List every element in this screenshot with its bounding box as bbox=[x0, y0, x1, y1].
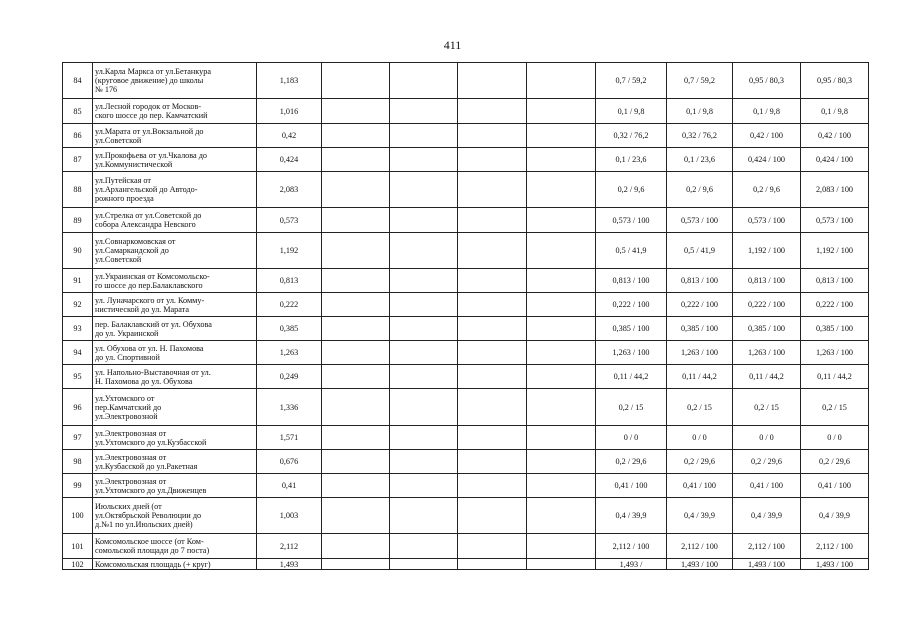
road-name-line: д.№1 по ул.Июльских дней) bbox=[95, 520, 193, 529]
empty-cell bbox=[390, 450, 458, 474]
value-cell: 0,573 / 100 bbox=[733, 208, 801, 233]
empty-cell bbox=[322, 559, 390, 570]
empty-cell bbox=[322, 450, 390, 474]
row-number: 86 bbox=[63, 124, 93, 148]
value-cell: 1,493 / 100 bbox=[733, 559, 801, 570]
road-name bbox=[93, 317, 257, 341]
road-length: 1,183 bbox=[257, 63, 322, 99]
road-name-line: до ул. Спортивной bbox=[95, 352, 160, 362]
value-cell: 0,41 / 100 bbox=[596, 474, 667, 498]
value-cell: 0,2 / 29,6 bbox=[667, 450, 733, 474]
empty-cell bbox=[458, 124, 527, 148]
value-cell: 0,813 / 100 bbox=[596, 269, 667, 293]
empty-cell bbox=[527, 63, 596, 99]
page-number: 411 bbox=[443, 38, 462, 52]
table-row bbox=[63, 63, 869, 99]
table-row bbox=[63, 365, 869, 389]
road-name-line: ул.Марата от ул.Вокзальной до bbox=[95, 126, 204, 136]
empty-cell bbox=[322, 172, 390, 208]
road-name-line: ул.Украинская от Комсомольско- bbox=[95, 271, 210, 281]
road-name-line: № 176 bbox=[95, 85, 118, 94]
value-cell: 0,573 / 100 bbox=[667, 208, 733, 233]
road-length: 1,336 bbox=[257, 389, 322, 426]
road-name-line: ул. Луначарского от ул. Комму- bbox=[95, 295, 205, 305]
road-name-line: ского шоссе до пер. Камчатский bbox=[95, 111, 208, 120]
value-cell: 0,2 / 9,6 bbox=[596, 172, 667, 208]
value-cell: 0,424 / 100 bbox=[801, 148, 869, 172]
road-name bbox=[93, 63, 257, 99]
empty-cell bbox=[458, 63, 527, 99]
value-cell: 0,7 / 59,2 bbox=[596, 63, 667, 99]
road-name-line: сомольской площади до 7 поста) bbox=[95, 546, 210, 555]
table-row bbox=[63, 389, 869, 426]
empty-cell bbox=[390, 172, 458, 208]
road-name-line: рожного проезда bbox=[95, 194, 154, 203]
value-cell: 2,112 / 100 bbox=[801, 534, 869, 559]
table-row bbox=[63, 341, 869, 365]
empty-cell bbox=[322, 534, 390, 559]
empty-cell bbox=[390, 317, 458, 341]
road-name-line: до ул. Украинской bbox=[95, 328, 159, 338]
value-cell: 0,42 / 100 bbox=[733, 124, 801, 148]
empty-cell bbox=[458, 148, 527, 172]
value-cell: 1,192 / 100 bbox=[801, 233, 869, 269]
road-name-line: (круговое движение) до школы bbox=[95, 76, 204, 85]
row-number: 101 bbox=[63, 534, 93, 559]
empty-cell bbox=[458, 99, 527, 124]
empty-cell bbox=[322, 389, 390, 426]
empty-cell bbox=[322, 293, 390, 317]
road-name-line: ул. Напольно-Выставочная от ул. bbox=[95, 367, 211, 377]
empty-cell bbox=[458, 233, 527, 269]
value-cell: 1,263 / 100 bbox=[733, 341, 801, 365]
road-name bbox=[93, 498, 257, 534]
empty-cell bbox=[322, 99, 390, 124]
empty-cell bbox=[527, 559, 596, 570]
row-number: 92 bbox=[63, 293, 93, 317]
road-name-line: ул. Обухова от ул. Н. Пахомова bbox=[95, 343, 204, 353]
empty-cell bbox=[390, 474, 458, 498]
road-name bbox=[93, 474, 257, 498]
table-row bbox=[63, 317, 869, 341]
road-name bbox=[93, 341, 257, 365]
road-name-line: ул.Стрелка от ул.Советской до bbox=[95, 211, 202, 220]
empty-cell bbox=[390, 341, 458, 365]
roads-table bbox=[62, 62, 869, 570]
road-length: 0,385 bbox=[257, 317, 322, 341]
value-cell: 1,493 / 100 bbox=[667, 559, 733, 570]
row-number: 98 bbox=[63, 450, 93, 474]
row-number: 102 bbox=[63, 559, 93, 570]
road-name-line: ул.Электровозной bbox=[95, 411, 158, 421]
row-number: 91 bbox=[63, 269, 93, 293]
empty-cell bbox=[527, 498, 596, 534]
value-cell: 0,4 / 39,9 bbox=[801, 498, 869, 534]
road-name-line: ул.Совнаркомовская от bbox=[95, 237, 176, 246]
table-row bbox=[63, 172, 869, 208]
value-cell: 0,385 / 100 bbox=[801, 317, 869, 341]
value-cell: 0,41 / 100 bbox=[801, 474, 869, 498]
road-length: 1,263 bbox=[257, 341, 322, 365]
value-cell: 0 / 0 bbox=[596, 426, 667, 450]
empty-cell bbox=[527, 99, 596, 124]
empty-cell bbox=[527, 124, 596, 148]
road-name-line: го шоссе до пер.Балаклавского bbox=[95, 280, 203, 290]
road-name-line: ул.Электровозная от bbox=[95, 476, 167, 486]
road-name-line: ул.Архангельской до Автодо- bbox=[95, 185, 198, 194]
value-cell: 0,1 / 23,6 bbox=[596, 148, 667, 172]
road-name-line: нистической до ул. Марата bbox=[95, 304, 189, 314]
road-length: 0,676 bbox=[257, 450, 322, 474]
row-number: 96 bbox=[63, 389, 93, 426]
road-name bbox=[93, 148, 257, 172]
value-cell: 0,1 / 9,8 bbox=[801, 99, 869, 124]
value-cell: 0,4 / 39,9 bbox=[596, 498, 667, 534]
value-cell: 0,222 / 100 bbox=[733, 293, 801, 317]
empty-cell bbox=[390, 208, 458, 233]
empty-cell bbox=[390, 99, 458, 124]
road-name-line: ул.Советской bbox=[95, 135, 142, 145]
value-cell: 0,95 / 80,3 bbox=[801, 63, 869, 99]
empty-cell bbox=[527, 389, 596, 426]
road-length: 1,016 bbox=[257, 99, 322, 124]
row-number: 88 bbox=[63, 172, 93, 208]
value-cell: 0,32 / 76,2 bbox=[596, 124, 667, 148]
value-cell: 0,1 / 23,6 bbox=[667, 148, 733, 172]
road-name bbox=[93, 233, 257, 269]
empty-cell bbox=[527, 172, 596, 208]
road-length: 1,192 bbox=[257, 233, 322, 269]
value-cell: 0,2 / 15 bbox=[667, 389, 733, 426]
value-cell: 0,573 / 100 bbox=[801, 208, 869, 233]
empty-cell bbox=[322, 498, 390, 534]
value-cell: 0,222 / 100 bbox=[801, 293, 869, 317]
empty-cell bbox=[390, 293, 458, 317]
table-row bbox=[63, 269, 869, 293]
row-number: 87 bbox=[63, 148, 93, 172]
value-cell: 0,2 / 15 bbox=[801, 389, 869, 426]
road-name bbox=[93, 208, 257, 233]
empty-cell bbox=[458, 172, 527, 208]
road-name bbox=[93, 426, 257, 450]
road-name-line: ул.Карла Маркса от ул.Бетанкура bbox=[95, 67, 211, 76]
table-row bbox=[63, 99, 869, 124]
road-name-line: пер.Камчатский до bbox=[95, 402, 162, 412]
row-number: 99 bbox=[63, 474, 93, 498]
empty-cell bbox=[527, 148, 596, 172]
value-cell: 1,192 / 100 bbox=[733, 233, 801, 269]
value-cell: 0,2 / 29,6 bbox=[596, 450, 667, 474]
table-row bbox=[63, 426, 869, 450]
value-cell: 1,493 / bbox=[596, 559, 667, 570]
empty-cell bbox=[527, 341, 596, 365]
table-body bbox=[63, 63, 869, 570]
value-cell: 1,263 / 100 bbox=[667, 341, 733, 365]
table-row bbox=[63, 498, 869, 534]
empty-cell bbox=[390, 498, 458, 534]
road-name-line: ул.Октябрьской Революции до bbox=[95, 511, 202, 520]
road-name-line: Комсомольское шоссе (от Ком- bbox=[95, 537, 204, 546]
row-number: 100 bbox=[63, 498, 93, 534]
empty-cell bbox=[458, 293, 527, 317]
empty-cell bbox=[390, 389, 458, 426]
empty-cell bbox=[322, 474, 390, 498]
empty-cell bbox=[527, 208, 596, 233]
empty-cell bbox=[527, 365, 596, 389]
table-row bbox=[63, 450, 869, 474]
road-name-line: ул.Ухтомского до ул.Движенцев bbox=[95, 485, 207, 495]
road-length: 0,42 bbox=[257, 124, 322, 148]
table-row bbox=[63, 233, 869, 269]
road-name-line: пер. Балаклавский от ул. Обухова bbox=[95, 319, 212, 329]
empty-cell bbox=[458, 450, 527, 474]
road-name-line: ул.Самаркандской до bbox=[95, 246, 169, 255]
road-name-line: ул.Путейская от bbox=[95, 176, 151, 185]
empty-cell bbox=[458, 317, 527, 341]
road-length: 0,222 bbox=[257, 293, 322, 317]
value-cell: 0,42 / 100 bbox=[801, 124, 869, 148]
road-name-line: ул.Советской bbox=[95, 255, 142, 264]
value-cell: 0,5 / 41,9 bbox=[596, 233, 667, 269]
value-cell: 0,1 / 9,8 bbox=[667, 99, 733, 124]
empty-cell bbox=[322, 269, 390, 293]
empty-cell bbox=[527, 269, 596, 293]
road-length: 0,41 bbox=[257, 474, 322, 498]
empty-cell bbox=[322, 208, 390, 233]
value-cell: 0,385 / 100 bbox=[733, 317, 801, 341]
value-cell: 0,222 / 100 bbox=[596, 293, 667, 317]
empty-cell bbox=[527, 534, 596, 559]
empty-cell bbox=[322, 148, 390, 172]
value-cell: 2,112 / 100 bbox=[667, 534, 733, 559]
empty-cell bbox=[458, 534, 527, 559]
row-number: 95 bbox=[63, 365, 93, 389]
value-cell: 0,813 / 100 bbox=[733, 269, 801, 293]
row-number: 93 bbox=[63, 317, 93, 341]
road-name-line: Комсомольская площадь (+ круг) bbox=[95, 559, 211, 569]
road-length: 1,493 bbox=[257, 559, 322, 570]
table-row bbox=[63, 534, 869, 559]
value-cell: 1,263 / 100 bbox=[801, 341, 869, 365]
value-cell: 0,573 / 100 bbox=[596, 208, 667, 233]
empty-cell bbox=[458, 426, 527, 450]
empty-cell bbox=[390, 63, 458, 99]
empty-cell bbox=[458, 474, 527, 498]
empty-cell bbox=[390, 426, 458, 450]
empty-cell bbox=[322, 365, 390, 389]
value-cell: 2,112 / 100 bbox=[596, 534, 667, 559]
road-name bbox=[93, 124, 257, 148]
value-cell: 0,11 / 44,2 bbox=[801, 365, 869, 389]
road-name bbox=[93, 534, 257, 559]
value-cell: 0,95 / 80,3 bbox=[733, 63, 801, 99]
empty-cell bbox=[458, 559, 527, 570]
road-name-line: ул.Коммунистической bbox=[95, 159, 173, 169]
value-cell: 0,222 / 100 bbox=[667, 293, 733, 317]
value-cell: 0,4 / 39,9 bbox=[733, 498, 801, 534]
value-cell: 0,5 / 41,9 bbox=[667, 233, 733, 269]
value-cell: 2,083 / 100 bbox=[801, 172, 869, 208]
row-number: 97 bbox=[63, 426, 93, 450]
empty-cell bbox=[322, 124, 390, 148]
empty-cell bbox=[527, 233, 596, 269]
value-cell: 0,424 / 100 bbox=[733, 148, 801, 172]
value-cell: 0,11 / 44,2 bbox=[596, 365, 667, 389]
value-cell: 0,11 / 44,2 bbox=[733, 365, 801, 389]
row-number: 84 bbox=[63, 63, 93, 99]
value-cell: 0,41 / 100 bbox=[667, 474, 733, 498]
road-name-line: Н. Пахомова до ул. Обухова bbox=[95, 376, 193, 386]
value-cell: 0,2 / 15 bbox=[733, 389, 801, 426]
empty-cell bbox=[527, 474, 596, 498]
road-length: 2,112 bbox=[257, 534, 322, 559]
road-name-line: ул.Ухтомского от bbox=[95, 393, 155, 403]
value-cell: 0,813 / 100 bbox=[667, 269, 733, 293]
value-cell: 0,2 / 9,6 bbox=[667, 172, 733, 208]
empty-cell bbox=[322, 426, 390, 450]
empty-cell bbox=[527, 317, 596, 341]
road-length: 0,249 bbox=[257, 365, 322, 389]
empty-cell bbox=[390, 269, 458, 293]
empty-cell bbox=[322, 63, 390, 99]
table-row bbox=[63, 208, 869, 233]
empty-cell bbox=[458, 208, 527, 233]
row-number: 94 bbox=[63, 341, 93, 365]
road-name-line: ул.Прокофьева от ул.Чкалова до bbox=[95, 150, 207, 160]
value-cell: 0,1 / 9,8 bbox=[596, 99, 667, 124]
road-name bbox=[93, 559, 257, 570]
road-length: 0,813 bbox=[257, 269, 322, 293]
value-cell: 0,11 / 44,2 bbox=[667, 365, 733, 389]
road-name bbox=[93, 389, 257, 426]
road-name bbox=[93, 172, 257, 208]
road-length: 0,424 bbox=[257, 148, 322, 172]
empty-cell bbox=[458, 269, 527, 293]
value-cell: 0,2 / 29,6 bbox=[801, 450, 869, 474]
table-row bbox=[63, 474, 869, 498]
value-cell: 0,2 / 15 bbox=[596, 389, 667, 426]
value-cell: 0,813 / 100 bbox=[801, 269, 869, 293]
value-cell: 0,385 / 100 bbox=[596, 317, 667, 341]
value-cell: 0,1 / 9,8 bbox=[733, 99, 801, 124]
value-cell: 0,4 / 39,9 bbox=[667, 498, 733, 534]
value-cell: 0 / 0 bbox=[801, 426, 869, 450]
empty-cell bbox=[458, 365, 527, 389]
empty-cell bbox=[390, 365, 458, 389]
value-cell: 0,2 / 9,6 bbox=[733, 172, 801, 208]
value-cell: 0,2 / 29,6 bbox=[733, 450, 801, 474]
value-cell: 0,41 / 100 bbox=[733, 474, 801, 498]
row-number: 90 bbox=[63, 233, 93, 269]
value-cell: 0,7 / 59,2 bbox=[667, 63, 733, 99]
road-name-line: ул.Кузбасской до ул.Ракетная bbox=[95, 461, 198, 471]
empty-cell bbox=[390, 559, 458, 570]
value-cell: 0,32 / 76,2 bbox=[667, 124, 733, 148]
value-cell: 0 / 0 bbox=[667, 426, 733, 450]
road-name-line: ул.Электровозная от bbox=[95, 452, 167, 462]
road-name bbox=[93, 293, 257, 317]
table-row bbox=[63, 124, 869, 148]
road-name-line: ул.Лесной городок от Москов- bbox=[95, 102, 202, 111]
road-name bbox=[93, 450, 257, 474]
empty-cell bbox=[458, 341, 527, 365]
road-name bbox=[93, 269, 257, 293]
road-length: 1,003 bbox=[257, 498, 322, 534]
empty-cell bbox=[390, 534, 458, 559]
empty-cell bbox=[458, 498, 527, 534]
empty-cell bbox=[322, 317, 390, 341]
road-name-line: собора Александра Невского bbox=[95, 220, 196, 229]
empty-cell bbox=[527, 450, 596, 474]
table-row bbox=[63, 293, 869, 317]
value-cell: 2,112 / 100 bbox=[733, 534, 801, 559]
empty-cell bbox=[322, 233, 390, 269]
road-name-line: ул.Ухтомского до ул.Кузбасской bbox=[95, 437, 207, 447]
table-row bbox=[63, 559, 869, 570]
value-cell: 1,263 / 100 bbox=[596, 341, 667, 365]
empty-cell bbox=[458, 389, 527, 426]
road-name bbox=[93, 99, 257, 124]
value-cell: 1,493 / 100 bbox=[801, 559, 869, 570]
value-cell: 0 / 0 bbox=[733, 426, 801, 450]
road-name bbox=[93, 365, 257, 389]
table-row bbox=[63, 148, 869, 172]
row-number: 85 bbox=[63, 99, 93, 124]
road-name-line: ул.Электровозная от bbox=[95, 428, 167, 438]
road-length: 2,083 bbox=[257, 172, 322, 208]
empty-cell bbox=[322, 341, 390, 365]
value-cell: 0,385 / 100 bbox=[667, 317, 733, 341]
empty-cell bbox=[390, 233, 458, 269]
road-length: 1,571 bbox=[257, 426, 322, 450]
empty-cell bbox=[390, 148, 458, 172]
road-length: 0,573 bbox=[257, 208, 322, 233]
road-name-line: Июльских дней (от bbox=[95, 502, 162, 511]
empty-cell bbox=[390, 124, 458, 148]
empty-cell bbox=[527, 293, 596, 317]
empty-cell bbox=[527, 426, 596, 450]
row-number: 89 bbox=[63, 208, 93, 233]
